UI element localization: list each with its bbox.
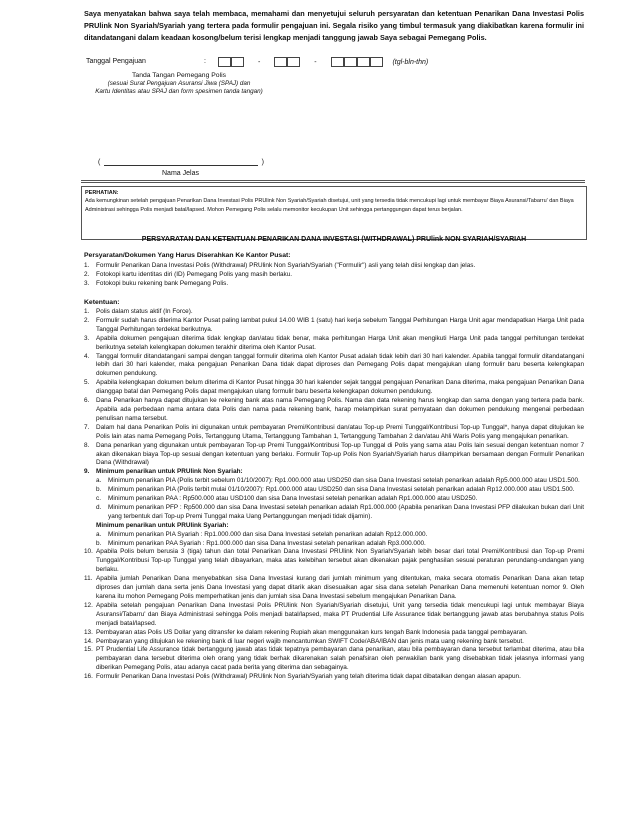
list-item-text: PT Prudential Life Assurance tidak bertanggung jawab atas tidak tepatnya pembayaran dana penarikan, atau bila pembayaran dana tersebut terlambat diterima, atau bila pembayaran dana tersebut diterima oleh orang yang tidak berhak dikarenakan salah penafsiran oleh perwakilan bank yang disebabkan tidak jelasnya informasi yang diberikan Pemegang Polis, atau adanya cacat pada berita yang diterima dan sebagainya.: [96, 646, 584, 672]
list-item-text: Polis dalam status aktif (In Force).: [96, 308, 193, 315]
notice-title: PERHATIAN:: [85, 190, 119, 196]
list-item-text: Formulir sudah harus diterima Kantor Pusat paling lambat pukul 14.00 WIB 1 (satu) hari kerja sebelum Tanggal Perhitungan Harga Unit agar mendapatkan Harga Unit pada Tanggal Perhitungan terdekat berikutnya.: [96, 316, 584, 333]
requirement-item: [84, 262, 584, 271]
list-item-number: 15.: [84, 646, 93, 654]
requirement-item: [84, 271, 584, 280]
terms-main-title: PERSYARATAN DAN KETENTUAN PENARIKAN DANA INVESTASI (WITHDRAWAL) PRUlink NON SYARIAH/SYARIAH: [141, 236, 527, 243]
min-nonsyariah-item: [84, 504, 584, 522]
printed-name-row: [98, 158, 268, 167]
list-item-number: 10.: [84, 548, 93, 556]
term-item: [84, 317, 584, 335]
term-item: [84, 646, 584, 673]
list-item-number: a.: [96, 477, 102, 485]
list-item-text: Apabila Polis belum berusia 3 (tiga) tahun dan total Penarikan Dana Investasi PRUlink Non Syariah/Syariah lebih besar dari total Premi/Kontribusi dan Top-up Premi Tunggal/Kontribusi Top-up Tunggal yang telah dibayarkan, maka atas kelebihan tersebut akan dikenakan pajak penghasilan sesuai peraturan perundang-undangan yang berlaku.: [96, 548, 584, 574]
divider-top-1: [81, 180, 585, 181]
list-item-text: Tanggal formulir ditandatangani sampai dengan tanggal formulir diterima oleh Kantor Pusat adalah tidak lebih dari 30 hari kalender. Apabila tanggal formulir ditandatangani lebih dari 30 hari kalender, maka pengajuan Penarikan Dana tidak dapat diproses dan Pemegang Polis dapat mengajukan ulang formulir baru beserta kelengkapan dokumen pendukung.: [96, 352, 584, 378]
list-item-number: a.: [96, 530, 102, 538]
list-item-text: Fotokopi buku rekening bank Pemegang Polis.: [96, 279, 229, 287]
list-item-text: Minimum penarikan untuk PRUlink Non Syariah:: [96, 468, 243, 476]
name-open-paren: (: [98, 159, 101, 166]
list-item-number: 7.: [84, 423, 90, 431]
list-item-number: 2.: [84, 270, 90, 278]
date-separator-2: -: [314, 58, 317, 66]
list-item-number: 9.: [84, 468, 90, 476]
list-item-number: d.: [96, 503, 102, 511]
signature-block: [84, 72, 274, 96]
term-item: [84, 353, 584, 380]
list-item-number: 2.: [84, 316, 90, 324]
list-item-number: 3.: [84, 334, 90, 342]
date-year-box-1[interactable]: [331, 57, 344, 67]
date-month-box-2[interactable]: [287, 57, 300, 67]
term-item: [84, 424, 584, 442]
requirements-list: [84, 262, 584, 289]
name-label: Nama Jelas: [162, 170, 199, 177]
list-item-text: Fotokopi kartu identitas diri (ID) Pemegang Polis yang masih berlaku.: [96, 270, 293, 278]
term-item: [84, 548, 584, 575]
list-item-text: Pembayaran atas Polis US Dollar yang ditransfer ke dalam rekening Rupiah akan menggunakan kurs tengah Bank Indonesia pada tanggal pembayaran.: [96, 628, 528, 636]
list-item-text: Formulir Penarikan Dana Investasi Polis (Withdrawal) PRUlink Non Syariah/Syariah ("Formulir") asli yang telah diisi lengkap dan jelas.: [96, 262, 476, 269]
list-item-text: Minimum penarikan PAA Syariah : Rp1.000.000 dan sisa Dana Investasi setelah penarikan adalah Rp3.000.000.: [108, 539, 426, 547]
date-month-box-1[interactable]: [274, 57, 287, 67]
requirements-title: Persyaratan/Dokumen Yang Harus Diserahkan Ke Kantor Pusat:: [84, 252, 291, 259]
list-item-text: Apabila jumlah Penarikan Dana menyebabkan sisa Dana Investasi kurang dari jumlah minimum yang ditentukan, maka secara otomatis Penarikan Dana akan tetap diproses dan jumlah dana serta jenis Dana Investasi yang dapat ditarik akan disesuaikan agar sisa dana setelah Penarikan Dana memenuhi ketentuan nomor 9. Oleh karena itu mohon Pemegang Polis memperhatikan jenis dan jumlah sisa Dana Investasi sebelum mengajukan Penarikan Dana.: [96, 575, 584, 600]
date-year-box-3[interactable]: [357, 57, 370, 67]
min-nonsyariah-item: [84, 486, 584, 495]
date-separator-1: -: [257, 58, 261, 66]
term-item: [84, 468, 584, 477]
term-item: [84, 629, 584, 638]
date-format-hint: (tgl-bln-thn): [392, 58, 429, 66]
list-item-number: 1.: [84, 308, 90, 315]
list-item-number: c.: [96, 495, 101, 503]
list-item-text: Apabila dokumen pengajuan diterima tidak lengkap dan/atau tidak benar, maka perhitungan Harga Unit akan mengikuti Harga Unit pada tanggal perhitungan terdekat berikutnya setelah kelengkapan dokumen terakhir diterima oleh Kantor Pusat.: [96, 334, 584, 351]
signature-note-2: Kartu Identitas atau SPAJ dan form spesimen tanda tangan): [95, 88, 263, 95]
list-item-number: 6.: [84, 397, 90, 405]
term-item: [84, 335, 584, 353]
printed-name-line[interactable]: [104, 165, 258, 166]
list-item-number: 11.: [84, 575, 93, 583]
list-item-text: Dana Penarikan hanya dapat ditujukan ke rekening bank atas nama Pemegang Polis. Nama dan data rekening harus lengkap dan sama dengan yang tertera pada bank. Apabila ada perbedaan nama antara data Polis dan nama pada rekening bank, harap melampirkan surat pernyataan dan dokumen pendukung mengenai perbedaan penulisan nama tersebut.: [96, 397, 584, 422]
date-colon: :: [204, 58, 206, 65]
list-item-number: 3.: [84, 279, 90, 287]
min-syariah-title: Minimum penarikan untuk PRUlink Syariah:: [96, 521, 229, 529]
term-item: [84, 397, 584, 424]
date-day-box-1[interactable]: [218, 57, 231, 67]
term-item: [84, 638, 584, 647]
list-item-number: 14.: [84, 637, 93, 645]
divider-top-2: [81, 182, 585, 183]
notice-box: [81, 186, 587, 240]
list-item-number: 12.: [84, 601, 93, 609]
declaration-text: Saya menyatakan bahwa saya telah membaca, memahami dan menyetujui seluruh persyaratan dan ketentuan Penarikan Dana Investasi Polis PRUlink Non Syariah/Syariah yang tertera pada formulir pengajuan ini. Segala risiko yang timbul termasuk yang diakibatkan karena formulir ini ditandatangani dalam keadaan kosong/belum terisi lengkap menjadi tanggung jawab Saya sebagai Pemegang Polis.: [84, 9, 584, 42]
list-item-number: 8.: [84, 441, 90, 449]
list-item-text: Minimum penarikan PAA : Rp500.000 atau USD100 dan sisa Dana Investasi setelah penarikan adalah Rp1.000.000 atau USD250.: [108, 495, 478, 503]
list-item-number: 16.: [84, 673, 93, 681]
term-item: [84, 673, 584, 682]
list-item-text: Minimum penarikan PIA (Polis terbit mulai 01/10/2007): Rp1.000.000 atau USD250 dan sisa Dana Investasi setelah penarikan adalah Rp12.000.000 atau USD1.500.: [108, 486, 575, 494]
signature-title: Tanda Tangan Pemegang Polis: [132, 72, 226, 79]
list-item-text: Dalam hal dana Penarikan Polis ini digunakan untuk pembayaran Premi/Kontribusi dan/atau Top-up Premi Tunggal/Kontribusi Top-up Tunggal*, hanya dapat ditujukan ke Polis lain atas nama Pemegang Polis, Tertanggung Utama, Tertanggung Tambahan 1, Tertanggung Tambahan 2 dan/atau Ahli Waris Polis yang mengajukan penarikan.: [96, 423, 584, 440]
date-label: Tanggal Pengajuan: [86, 58, 146, 65]
term-item: [84, 308, 584, 317]
list-item-text: Apabila kelengkapan dokumen belum diterima di Kantor Pusat hingga 30 hari kalender sejak tanggal pengajuan Penarikan Dana diterima, maka pengajuan Penarikan Dana dianggap batal dan Pemegang Polis dapat mengajukan ulang formulir baru beserta kelengkapan dokumen pendukung.: [96, 379, 584, 396]
term-item: [84, 602, 584, 629]
terms-title: Ketentuan:: [84, 299, 120, 306]
list-item-number: 5.: [84, 379, 90, 387]
list-item-number: 1.: [84, 262, 90, 269]
list-item-number: 13.: [84, 628, 93, 636]
list-item-number: b.: [96, 539, 102, 547]
list-item-number: 4.: [84, 352, 90, 360]
min-syariah-item: [84, 540, 584, 549]
submission-date-row: [86, 57, 429, 66]
min-syariah-item: [84, 531, 584, 540]
list-item-text: Minimum penarikan PIA (Polis terbit sebelum 01/10/2007): Rp1.000.000 atau USD250 dan sisa Dana Investasi setelah penarikan adalah Rp5.000.000 atau USD1.500.: [108, 477, 580, 485]
terms-list: [84, 308, 584, 682]
list-item-text: Pembayaran yang ditujukan ke rekening bank di luar negeri wajib mencantumkan SWIFT Code/ABA/IBAN dan jenis mata uang rekening bank tersebut.: [96, 637, 524, 645]
term-item: [84, 379, 584, 397]
list-item-text: Minimum penarikan PFP : Rp500.000 dan sisa Dana Investasi setelah penarikan adalah Rp1.000.000 (Apabila penarikan Dana Investasi PFP dilakukan bukan dari Unit yang terbentuk dari Top-up Premi Tunggal maka Uang Pertanggungan menjadi tidak dijamin).: [108, 503, 584, 520]
date-year-box-2[interactable]: [344, 57, 357, 67]
min-nonsyariah-item: [84, 477, 584, 486]
list-item-text: Apabila setelah pengajuan Penarikan Dana Investasi Polis PRUlink Non Syariah/Syariah disetujui, Unit yang tersedia tidak mencukupi lagi untuk membayar Biaya Asuransi/Tabarru' dan Biaya Administrasi sehingga Polis menjadi batal/lapsed, maka PT Prudential Life Assurance tidak bertanggung jawab atas berubahnya status Polis menjadi batal/lapsed.: [96, 601, 584, 627]
requirement-item: [84, 280, 584, 289]
notice-text: Ada kemungkinan setelah pengajuan Penarikan Dana Investasi Polis PRUlink Non Syariah/Syariah disetujui, unit yang tersedia tidak mencukupi lagi untuk membayar Biaya Asuransi/Tabarru' dan Biaya Administrasi sehingga Polis menjadi batal/lapsed. Mohon Pemegang Polis selalu memonitor kecukupan Unit sehingga pertanggungan dapat terus berjalan.: [85, 198, 574, 213]
date-day-box-2[interactable]: [231, 57, 244, 67]
name-close-paren: ): [261, 159, 264, 166]
term-item: [84, 442, 584, 469]
list-item-text: Minimum penarikan PIA Syariah : Rp1.000.000 dan sisa Dana Investasi setelah penarikan adalah Rp12.000.000.: [108, 530, 428, 538]
signature-note-1: (sesuai Surat Pengajuan Asuransi Jiwa (SPAJ) dan: [107, 80, 251, 87]
term-item: [84, 575, 584, 602]
list-item-number: b.: [96, 486, 102, 494]
list-item-text: Formulir Penarikan Dana Investasi Polis (Withdrawal) PRUlink Non Syariah/Syariah yang telah diterima tidak dapat dibatalkan dengan alasan apapun.: [96, 673, 521, 681]
min-nonsyariah-item: [84, 495, 584, 504]
date-year-box-4[interactable]: [370, 57, 383, 67]
list-item-text: Dana penarikan yang digunakan untuk pembayaran Top-up Premi Tunggal/Kontribusi Top-up Tunggal di Polis yang sama atau Polis lain sesuai dengan ketentuan nomor 7 akan dikenakan biaya Top-up sesuai dengan ketentuan yang berlaku. Formulir Top-up Polis Non Syariah/Syariah harus dilampirkan bersamaan dengan Formulir Penarikan Dana (Withdrawal): [96, 441, 584, 467]
